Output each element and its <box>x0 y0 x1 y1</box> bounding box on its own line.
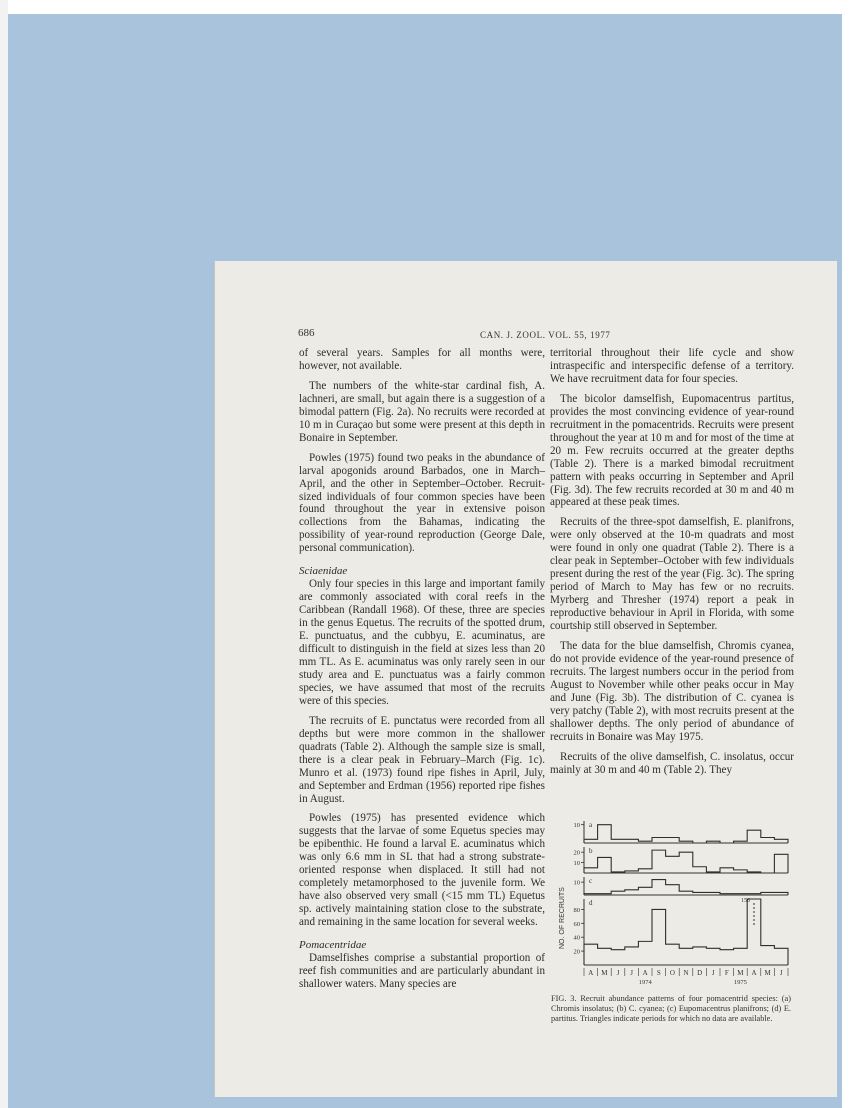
bar-a-1 <box>598 825 612 843</box>
figure-caption: FIG. 3. Recruit abundance patterns of four pomacentrid species: (a) Chromis insolatus; (b) C. cyanea; (c) Eupomacentrus planifrons; (d) E. partitus. Triangles indicate periods for which no data are available. <box>551 994 791 1024</box>
bar-c-13 <box>761 892 775 895</box>
x-tick-label: J <box>616 969 620 977</box>
running-head: CAN. J. ZOOL. VOL. 55, 1977 <box>480 330 611 340</box>
bar-c-8 <box>693 892 707 895</box>
journal-page <box>215 261 837 1097</box>
bar-c-0 <box>584 894 598 895</box>
y-tick-label: 10 <box>573 860 580 868</box>
left-column <box>299 347 545 991</box>
bar-c-2 <box>611 891 625 895</box>
y-tick-label: 10 <box>573 822 580 830</box>
bar-a-0 <box>584 839 598 843</box>
bar-a-4 <box>638 841 652 843</box>
x-tick-label: S <box>656 969 661 977</box>
bar-d-3 <box>625 947 639 965</box>
section-heading-pomacentridae: Pomacentridae <box>299 939 367 952</box>
bar-c-5 <box>652 880 666 895</box>
bar-c-9 <box>706 892 720 895</box>
y-tick-label: 20 <box>573 948 580 956</box>
bar-a-9 <box>706 841 720 843</box>
bar-a-13 <box>761 838 775 844</box>
bar-b-7 <box>679 852 693 873</box>
bar-b-12 <box>747 872 761 873</box>
bar-d-6 <box>666 944 680 965</box>
bar-a-6 <box>666 838 680 844</box>
bar-a-3 <box>625 839 639 843</box>
bar-d-5 <box>652 909 666 965</box>
paragraph: Damselfishes comprise a substantial proportion of reef fish communities and are particularly abundant in shallower waters. Many species are <box>299 951 545 990</box>
bar-a-5 <box>652 838 666 844</box>
y-tick-label: 80 <box>573 906 580 914</box>
bar-d-9 <box>706 948 720 965</box>
bar-b-14 <box>774 854 788 873</box>
paragraph: The data for the blue damselfish, Chromis cyanea, do not provide evidence of the year-round presence of recruits. The largest numbers occur in the period from August to November while other peaks occur in May and June (Fig. 3b). The distribution of C. cyanea is very patchy (Table 2), with most recruits present at the shallower depths. The only period of abundance of recruits in Bonaire was May 1975. <box>550 640 794 743</box>
paragraph: territorial throughout their life cycle and show intraspecific and interspecific defense of a territory. We have recruitment data for four species. <box>550 347 794 385</box>
bar-a-12 <box>747 830 761 843</box>
bar-b-4 <box>638 869 652 873</box>
page-number: 686 <box>298 327 315 339</box>
right-column <box>550 347 794 777</box>
y-tick-label: 40 <box>573 934 580 942</box>
panel-label: d <box>589 899 593 907</box>
x-tick-label: A <box>588 969 594 977</box>
x-tick-label: A <box>642 969 648 977</box>
peak-value-label: 156 <box>741 898 750 904</box>
bar-b-11 <box>734 870 748 873</box>
bar-c-1 <box>598 894 612 895</box>
x-tick-label: D <box>697 969 703 977</box>
bar-b-2 <box>611 872 625 873</box>
x-tick-label: J <box>711 969 715 977</box>
bar-d-1 <box>598 948 612 965</box>
bar-c-10 <box>720 894 734 895</box>
panel-label: a <box>589 821 593 829</box>
background-edge <box>0 0 8 1108</box>
bar-d-2 <box>611 950 625 965</box>
bar-b-8 <box>693 867 707 873</box>
bar-b-3 <box>625 871 639 873</box>
bar-b-9 <box>706 872 720 873</box>
y-tick-label: 20 <box>573 849 580 857</box>
bar-d-0 <box>584 944 598 965</box>
bar-d-11 <box>734 948 748 965</box>
y-tick-label: 10 <box>573 879 580 887</box>
bar-a-11 <box>734 841 748 843</box>
x-tick-label: M <box>737 969 744 977</box>
year-label: 1974 <box>638 979 652 986</box>
bar-a-7 <box>679 841 693 843</box>
section-heading-sciaenidae: Sciaenidae <box>299 565 348 578</box>
x-tick-label: F <box>724 969 729 977</box>
paragraph: The bicolor damselfish, Eupomacentrus partitus, provides the most convincing evidence of year-round recruitment in the pomacentrids. Recruits were present throughout the year at 10 m and for most of the time at 20 m. Few recruits occurred at the greater depths (Table 2). There is a marked bimodal recruitment pattern with peaks occurring in September and April (Fig. 3d). The few recruits recorded at 30 m and 40 m appeared at these peak times. <box>550 392 794 509</box>
x-tick-label: O <box>669 969 675 977</box>
bar-c-7 <box>679 891 693 895</box>
bar-c-11 <box>734 894 748 895</box>
y-axis-label: NO. OF RECRUITS <box>559 887 566 949</box>
bar-d-14 <box>774 948 788 965</box>
x-tick-label: M <box>764 969 771 977</box>
paragraph: Recruits of the three-spot damselfish, E. planifrons, were only observed at the 10-m quadrats and most were found in only one quadrat (Table 2). There is a clear peak in September–October with few individuals present during the rest of the year (Fig. 3c). The spring period of March to May has few or no recruits. Myrberg and Thresher (1974) report a peak in reproductive behaviour in April in Florida, with some courtship still observed in September. <box>550 516 794 633</box>
bar-c-14 <box>774 892 788 895</box>
paragraph: Only four species in this large and important family are commonly associated with coral reefs in the Caribbean (Randall 1968). Of these, three are species in the genus Equetus. The recruits of the spotted drum, E. punctuatus, and the cubbyu, E. acuminatus, are difficult to distinguish in the field at sizes less than 20 mm TL. As E. acuminatus was only rarely seen in our study area and E. punctuatus was a fairly common species, we have assumed that most of the recruits were of this species. <box>299 578 545 707</box>
bar-b-5 <box>652 850 666 873</box>
bar-d-13 <box>761 946 775 965</box>
recruit-abundance-chart <box>550 817 796 992</box>
paragraph: of several years. Samples for all months were, however, not available. <box>299 347 545 372</box>
paragraph: Powles (1975) found two peaks in the abundance of larval apogonids around Barbados, one in March–April, and the other in September–October. Recruit-sized individuals of four common species have been found throughout the year in extensive poison collections from the Bahamas, indicating the possibility of year-round reproduction (George Dale, personal communication). <box>299 451 545 555</box>
bar-b-1 <box>598 857 612 873</box>
x-tick-label: J <box>779 969 783 977</box>
x-tick-label: A <box>751 969 757 977</box>
panel-label: c <box>589 877 593 885</box>
paragraph: The numbers of the white-star cardinal fish, A. lachneri, are small, but again there is a suggestion of a bimodal pattern (Fig. 2a). No recruits were recorded at 10 m in Curaçao but some were present at this depth in Bonaire in September. <box>299 379 545 444</box>
bar-c-12 <box>747 894 761 895</box>
bar-b-0 <box>584 868 598 873</box>
bar-b-6 <box>666 856 680 873</box>
x-tick-label: J <box>630 969 633 977</box>
panel-label: b <box>589 847 593 855</box>
x-tick-label: N <box>683 969 689 977</box>
y-tick-label: 60 <box>573 920 580 928</box>
bar-d-4 <box>638 941 652 965</box>
bar-c-4 <box>638 887 652 895</box>
bar-c-6 <box>666 885 680 895</box>
year-label: 1975 <box>733 979 747 986</box>
bar-d-7 <box>679 948 693 965</box>
x-tick-label: M <box>601 969 608 977</box>
paragraph: The recruits of E. punctatus were recorded from all depths but were more common in the shallower quadrats (Table 2). Although the sample size is small, there is a clear peak in February–March (Fig. 1c). Munro et al. (1973) found ripe fishes in April, July, and September and Erdman (1956) reported ripe fishes in August. <box>299 714 545 805</box>
paragraph: Powles (1975) has presented evidence which suggests that the larvae of some Equetus species may be epibenthic. He found a larval E. acuminatus which was only 6.6 mm in SL that had a strong substrate-oriented response when displaced. It still had not completely metamorphosed to the juvenile form. We have also observed very small (<15 mm TL) Equetus sp. actively maintaining station close to the substrate, and remaining in the same location for several weeks. <box>299 812 545 929</box>
bar-b-10 <box>720 868 734 873</box>
paragraph: Recruits of the olive damselfish, C. insolatus, occur mainly at 30 m and 40 m (Table 2). They <box>550 750 794 776</box>
bar-c-3 <box>625 890 639 895</box>
bar-a-2 <box>611 839 625 843</box>
bar-d-10 <box>720 950 734 965</box>
bar-d-8 <box>693 947 707 965</box>
bar-a-14 <box>774 839 788 843</box>
